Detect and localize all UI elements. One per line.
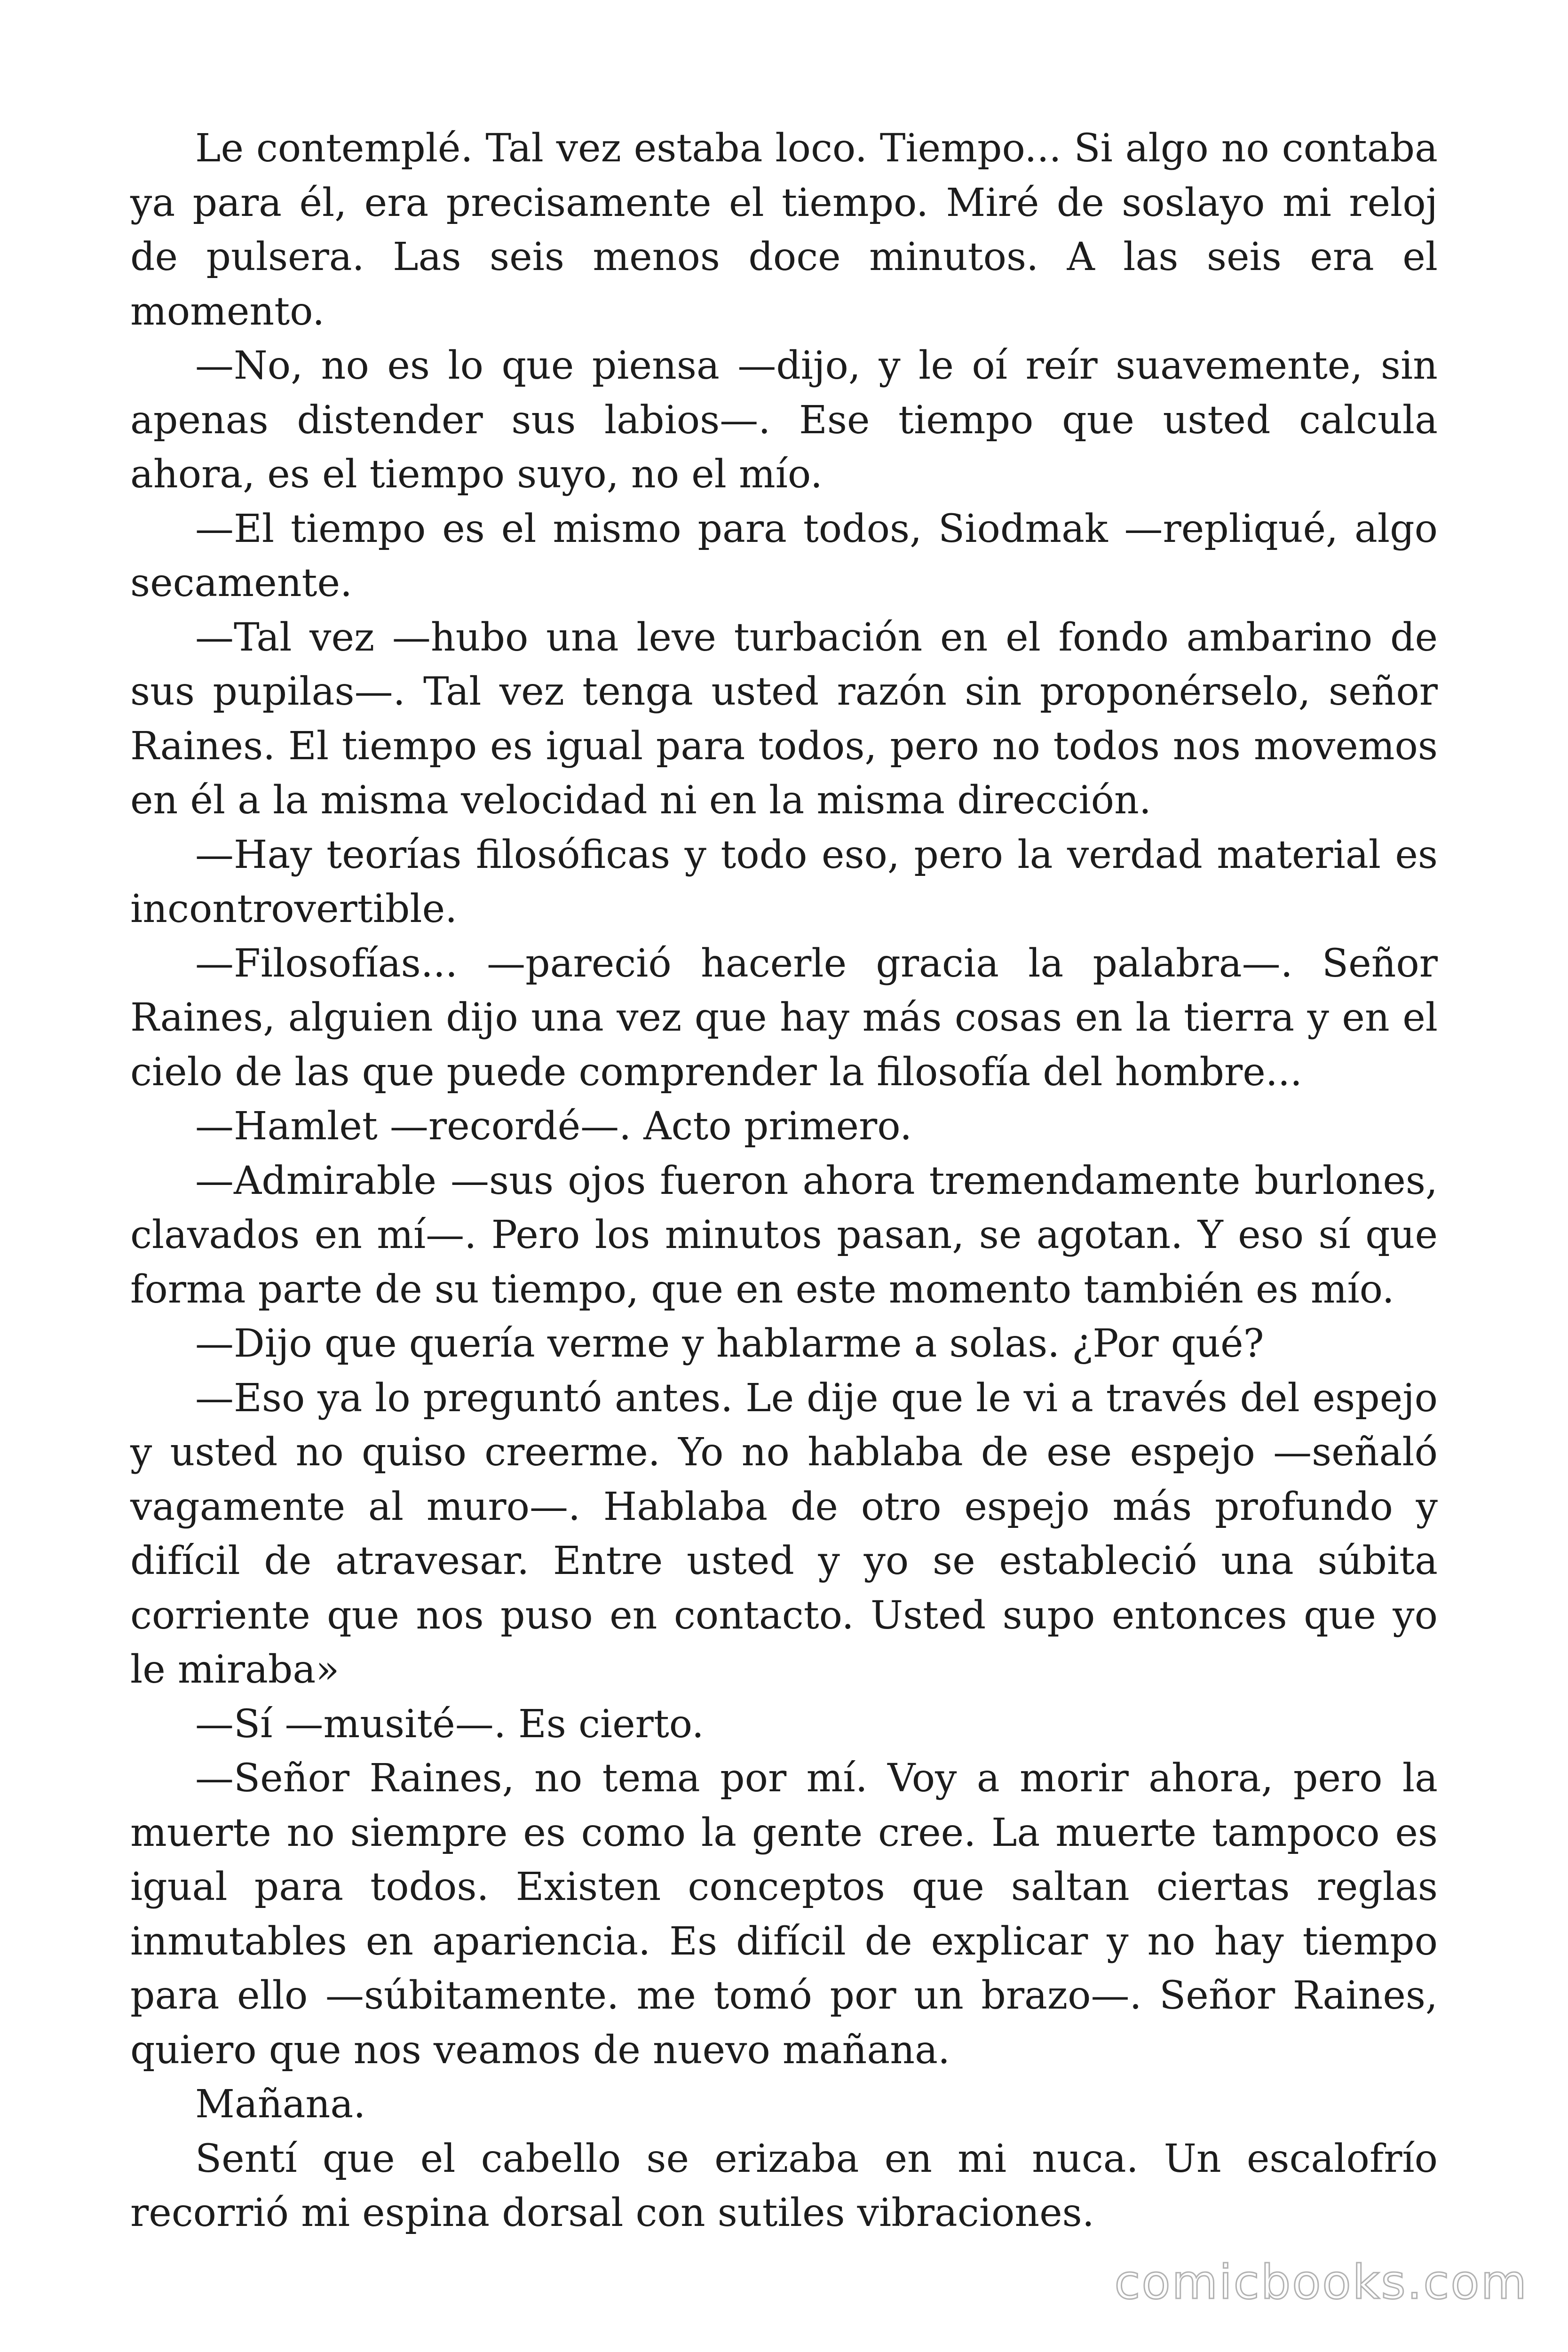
paragraph: Mañana. xyxy=(195,2082,366,2127)
paragraph: —Admirable —sus ojos fueron ahora tremendamente burlones, clavados en mí—. Pero los minutos pasan, se agotan. Y eso sí que forma parte de su tiempo, que en este momento también es mío. xyxy=(130,1158,1438,1312)
paragraph: —Hamlet —recordé—. Acto primero. xyxy=(195,1104,912,1149)
paragraph: —El tiempo es el mismo para todos, Siodmak —repliqué, algo secamente. xyxy=(130,506,1438,605)
paragraph: —Señor Raines, no tema por mí. Voy a morir ahora, pero la muerte no siempre es como la gente cree. La muerte tampoco es igual para todos. Existen conceptos que saltan ciertas reglas inmutables en apariencia. Es difícil de explicar y no hay tiempo para ello —súbitamente. me tomó por un brazo—. Señor Raines, quiero que nos veamos de nuevo mañana. xyxy=(130,1756,1438,2073)
paragraph: Sentí que el cabello se erizaba en mi nuca. Un escalofrío recorrió mi espina dorsal con sutiles vibraciones. xyxy=(130,2136,1438,2235)
paragraph: —No, no es lo que piensa —dijo, y le oí reír suavemente, sin apenas distender sus labios—. Ese tiempo que usted calcula ahora, es el tiempo suyo, no el mío. xyxy=(130,343,1438,497)
paragraph: —Filosofías... —pareció hacerle gracia la palabra—. Señor Raines, alguien dijo una vez que hay más cosas en la tierra y en el cielo de las que puede comprender la filosofía del hombre... xyxy=(130,941,1438,1095)
paragraph: —Tal vez —hubo una leve turbación en el fondo ambarino de sus pupilas—. Tal vez tenga usted razón sin proponérselo, señor Raines. El tiempo es igual para todos, pero no todos nos movemos en él a la misma velocidad ni en la misma dirección. xyxy=(130,615,1438,823)
paragraph: —Hay teorías filosóficas y todo eso, pero la verdad material es incontrovertible. xyxy=(130,832,1438,931)
paragraph: Le contemplé. Tal vez estaba loco. Tiempo... Si algo no contaba ya para él, era precisamente el tiempo. Miré de soslayo mi reloj de pulsera. Las seis menos doce minutos. A las seis era el momento. xyxy=(130,126,1438,334)
watermark: comicbooks.com xyxy=(1114,2255,1528,2310)
paragraph: —Sí —musité—. Es cierto. xyxy=(195,1701,704,1747)
paragraph: —Eso ya lo preguntó antes. Le dije que le vi a través del espejo y usted no quiso creerme. Yo no hablaba de ese espejo —señaló vagamente al muro—. Hablaba de otro espejo más profundo y difícil de atravesar. Entre usted y yo se estableció una súbita corriente que nos puso en contacto. Usted supo entonces que yo le miraba» xyxy=(130,1375,1438,1692)
paragraph: —Dijo que quería verme y hablarme a solas. ¿Por qué? xyxy=(195,1321,1264,1366)
body-text xyxy=(130,121,1438,2241)
